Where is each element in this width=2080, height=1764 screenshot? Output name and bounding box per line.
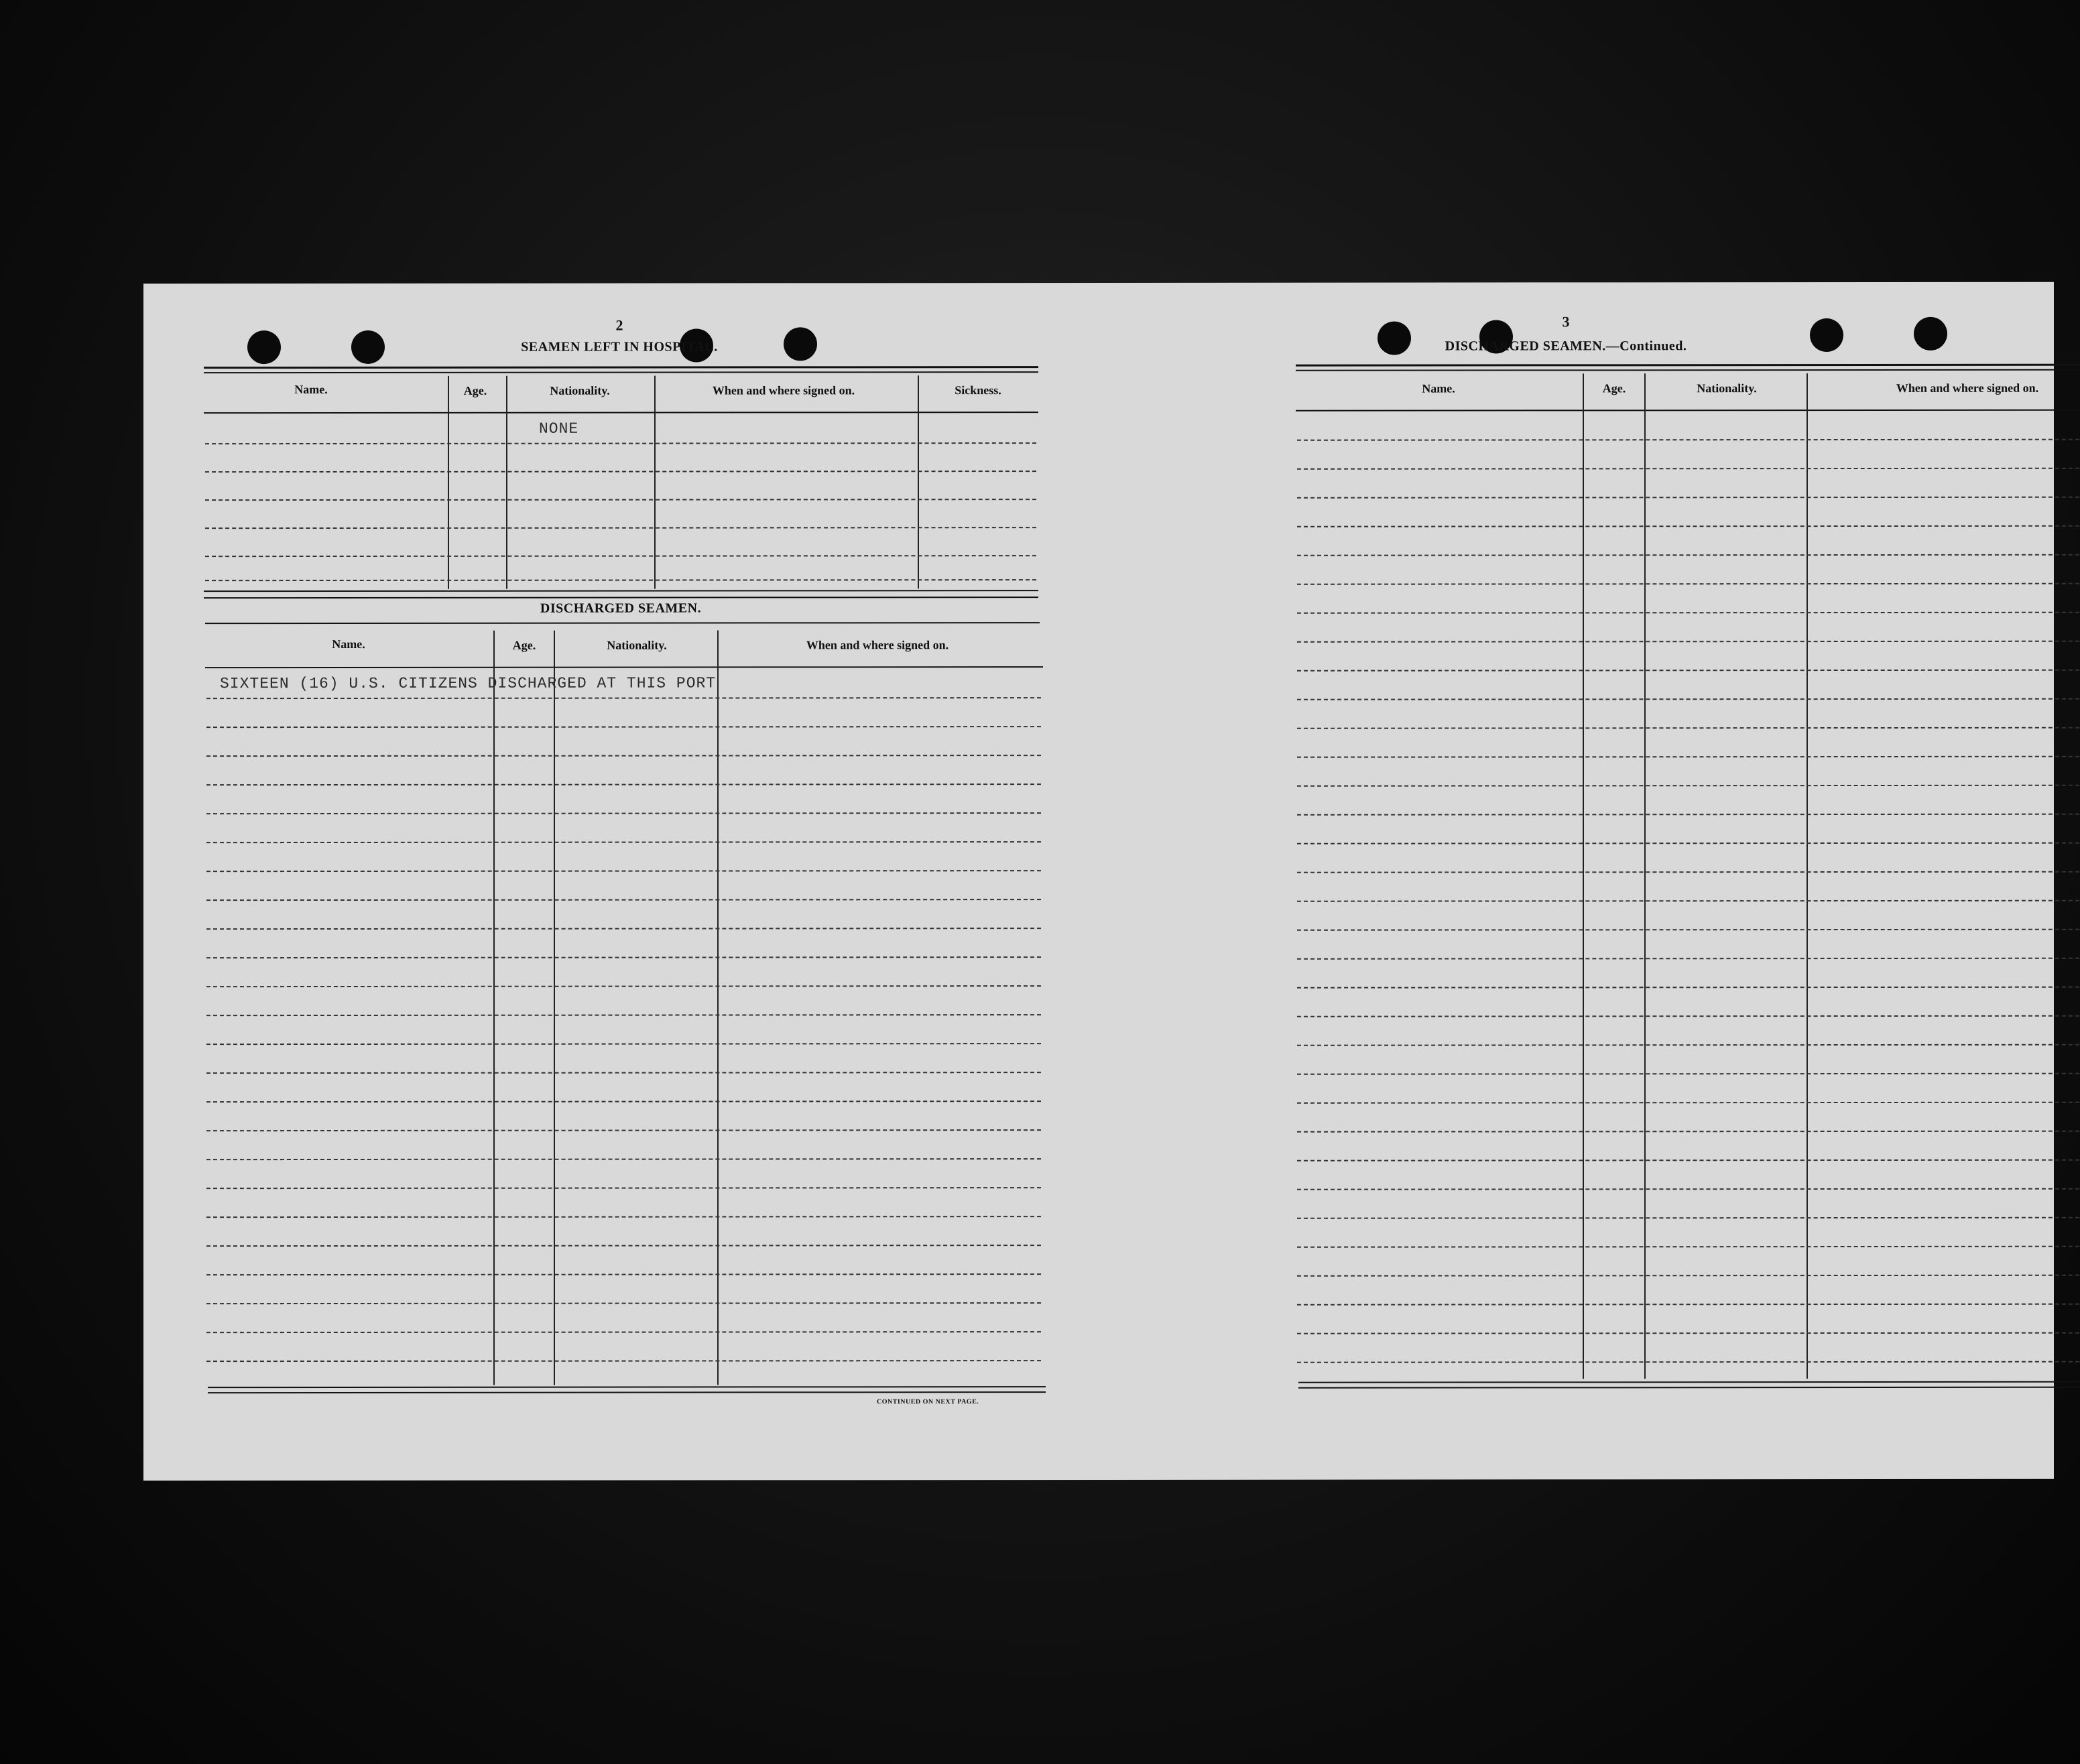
- dotted-line: [205, 499, 1036, 501]
- dotted-line: [1297, 641, 2080, 643]
- right-section-title: DISCHARGED SEAMEN.—Continued.: [1445, 338, 1687, 354]
- dotted-line: [1297, 958, 2080, 960]
- hospital-col-divider: [918, 375, 919, 588]
- right-col-divider: [1807, 373, 1808, 1379]
- left-page: [143, 283, 1099, 1480]
- right-page: [1099, 282, 2054, 1480]
- dotted-line: [206, 1302, 1041, 1304]
- hospital-col-divider: [506, 376, 507, 589]
- punch-hole: [247, 330, 281, 364]
- dotted-line: [1297, 1217, 2080, 1219]
- dotted-line: [1297, 987, 2080, 989]
- discharged-bottom-rule-inner: [208, 1391, 1046, 1393]
- right-col-name: Name.: [1422, 381, 1455, 395]
- hospital-col-name: Name.: [294, 383, 328, 397]
- hospital-entry: NONE: [539, 420, 579, 438]
- dotted-line: [1297, 871, 2080, 873]
- dotted-line: [206, 1273, 1041, 1275]
- discharged-col-name: Name.: [332, 637, 365, 651]
- top-rule-inner: [1296, 369, 2080, 371]
- dotted-line: [1297, 1159, 2080, 1161]
- discharged-col-nationality: Nationality.: [607, 638, 667, 652]
- dotted-line: [206, 1187, 1041, 1189]
- dotted-line: [1297, 468, 2080, 470]
- hospital-header-rule: [204, 412, 1038, 414]
- discharged-entry: SIXTEEN (16) U.S. CITIZENS DISCHARGED AT THIS PORT: [220, 674, 717, 693]
- dotted-line: [1297, 1246, 2080, 1248]
- right-col-age: Age.: [1602, 381, 1626, 395]
- dotted-line: [206, 1245, 1041, 1247]
- dotted-line: [206, 1043, 1041, 1045]
- discharged-section-title: DISCHARGED SEAMEN.: [540, 601, 702, 616]
- discharged-top-rule: [204, 596, 1038, 598]
- dotted-line: [1297, 439, 2080, 441]
- dotted-line: [206, 899, 1041, 901]
- right-bottom-rule: [1298, 1381, 2080, 1383]
- dotted-line: [1297, 497, 2080, 499]
- punch-hole: [1914, 317, 1947, 351]
- dotted-line: [206, 1360, 1041, 1362]
- dotted-line: [206, 870, 1041, 872]
- dotted-line: [205, 470, 1036, 472]
- dotted-line: [1297, 583, 2080, 585]
- punch-hole: [1378, 322, 1411, 355]
- punch-hole: [784, 327, 817, 361]
- punch-hole: [351, 330, 385, 364]
- page-number: 3: [1562, 313, 1570, 330]
- dotted-line: [205, 579, 1036, 581]
- right-bottom-rule-inner: [1298, 1387, 2080, 1389]
- dotted-line: [206, 726, 1041, 728]
- discharged-col-divider: [554, 631, 555, 1385]
- dotted-line: [206, 1072, 1041, 1074]
- dotted-line: [1297, 1102, 2080, 1104]
- hospital-col-signed-on: When and where signed on.: [712, 383, 855, 397]
- discharged-col-age: Age.: [512, 638, 536, 652]
- top-rule-inner: [204, 371, 1038, 373]
- dotted-line: [206, 1129, 1041, 1131]
- dotted-line: [206, 783, 1041, 785]
- punch-hole: [1810, 318, 1843, 352]
- hospital-col-sickness: Sickness.: [955, 383, 1001, 397]
- discharged-title-rule: [205, 622, 1040, 624]
- right-col-nationality: Nationality.: [1697, 381, 1757, 395]
- dotted-line: [205, 555, 1036, 557]
- dotted-line: [206, 755, 1041, 757]
- dotted-line: [1297, 670, 2080, 672]
- dotted-line: [205, 527, 1036, 529]
- dotted-line: [1297, 756, 2080, 758]
- dotted-line: [206, 985, 1041, 987]
- dotted-line: [206, 697, 1041, 699]
- hospital-section-title: SEAMEN LEFT IN HOSPITAL.: [521, 339, 718, 355]
- dotted-line: [1297, 1304, 2080, 1306]
- hospital-col-age: Age.: [463, 383, 487, 397]
- dotted-line: [206, 1100, 1041, 1102]
- dotted-line: [206, 956, 1041, 958]
- discharged-col-divider: [493, 631, 495, 1385]
- dotted-line: [1297, 525, 2080, 527]
- right-header-rule: [1296, 410, 2080, 412]
- dotted-line: [1297, 900, 2080, 902]
- dotted-line: [1297, 727, 2080, 729]
- dotted-line: [1297, 612, 2080, 614]
- discharged-header-rule: [205, 666, 1043, 668]
- dotted-line: [206, 1158, 1041, 1160]
- top-rule: [204, 366, 1038, 369]
- hospital-bottom-rule: [204, 590, 1038, 592]
- right-col-signed-on: When and where signed on.: [1896, 381, 2039, 395]
- discharged-col-divider: [717, 630, 719, 1385]
- dotted-line: [206, 1216, 1041, 1218]
- dotted-line: [1297, 1015, 2080, 1017]
- discharged-col-signed-on: When and where signed on.: [806, 638, 949, 652]
- dotted-line: [1297, 785, 2080, 787]
- dotted-line: [1297, 554, 2080, 556]
- top-rule: [1296, 364, 2080, 367]
- dotted-line: [1297, 1044, 2080, 1046]
- dotted-line: [1297, 1073, 2080, 1075]
- dotted-line: [206, 928, 1041, 930]
- dotted-line: [1297, 1131, 2080, 1133]
- dotted-line: [205, 442, 1036, 444]
- dotted-line: [1297, 698, 2080, 700]
- dotted-line: [206, 841, 1041, 843]
- dotted-line: [206, 1331, 1041, 1333]
- hospital-col-divider: [654, 376, 656, 589]
- dotted-line: [206, 1014, 1041, 1016]
- dotted-line: [1297, 1275, 2080, 1277]
- continued-note: CONTINUED ON NEXT PAGE.: [877, 1398, 979, 1406]
- dotted-line: [1297, 1188, 2080, 1190]
- hospital-col-divider: [448, 376, 449, 589]
- dotted-line: [1297, 842, 2080, 844]
- dotted-line: [206, 812, 1041, 814]
- dotted-line: [1297, 1361, 2080, 1363]
- document-spread: [143, 282, 2054, 1480]
- page-number: 2: [615, 316, 623, 334]
- dotted-line: [1297, 929, 2080, 931]
- dotted-line: [1297, 1332, 2080, 1334]
- hospital-col-nationality: Nationality.: [550, 383, 610, 397]
- right-col-divider: [1583, 373, 1584, 1379]
- dotted-line: [1297, 814, 2080, 816]
- discharged-bottom-rule: [208, 1386, 1046, 1388]
- right-col-divider: [1644, 373, 1646, 1379]
